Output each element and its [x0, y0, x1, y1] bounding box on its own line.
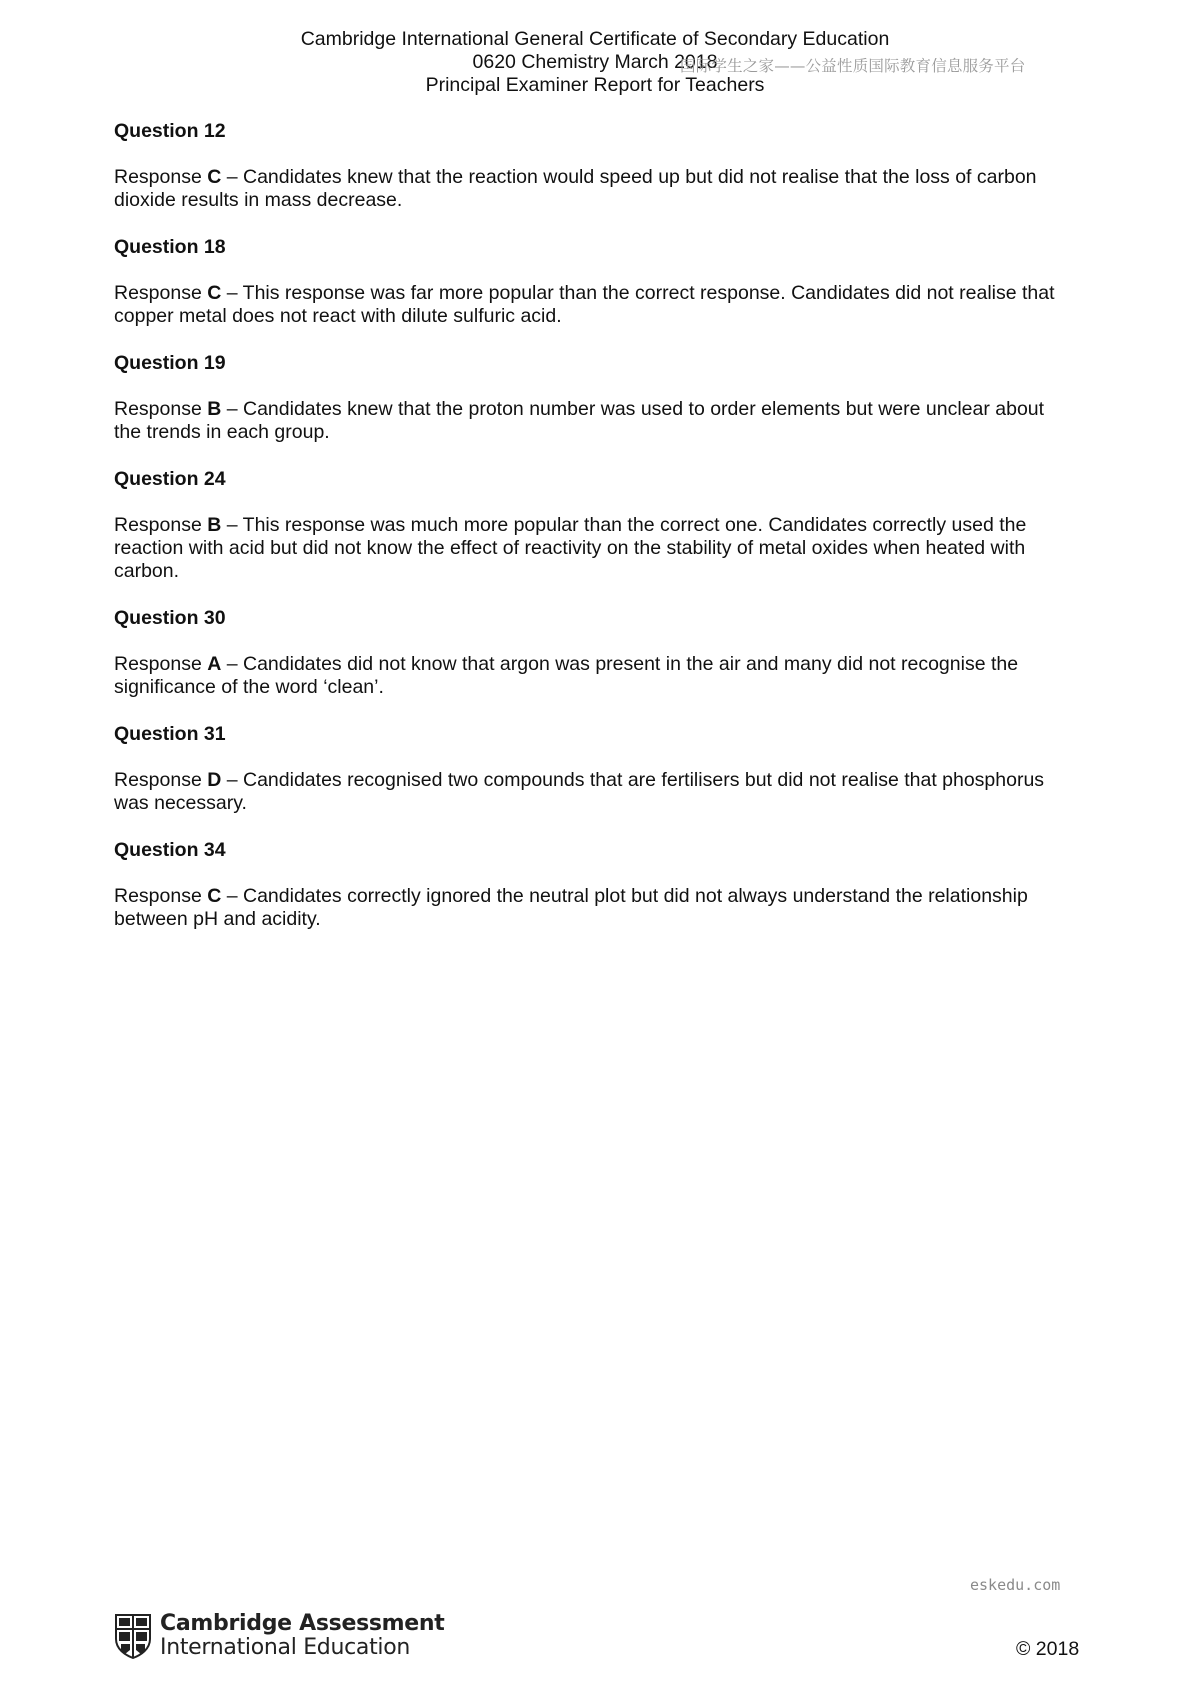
- response-text: – Candidates did not know that argon was present in the air and many did not recognise the significance of the word ‘clean’.: [114, 653, 1019, 698]
- response-letter: A: [207, 653, 222, 675]
- copyright: © 2018: [1016, 1638, 1080, 1660]
- question-response: [114, 166, 1074, 212]
- response-prefix: Response: [114, 514, 208, 536]
- response-prefix: Response: [114, 769, 208, 791]
- footer-watermark: eskedu.com: [970, 1576, 1061, 1594]
- overlay-watermark: 国际学生之家——公益性质国际教育信息服务平台: [680, 57, 1026, 75]
- cambridge-logo: [114, 1612, 444, 1660]
- response-prefix: Response: [114, 282, 208, 304]
- header-line-3: Principal Examiner Report for Teachers: [425, 74, 765, 96]
- question-response: [114, 398, 1074, 444]
- question-block: [114, 120, 1074, 212]
- logo-text: [160, 1612, 444, 1660]
- response-letter: C: [207, 166, 222, 188]
- response-text: – Candidates knew that the reaction would speed up but did not realise that the loss of carbon dioxide results in mass decrease.: [114, 166, 1037, 211]
- question-title: Question 12: [114, 120, 226, 142]
- question-block: [114, 468, 1074, 583]
- question-title: Question 19: [114, 352, 226, 374]
- question-response: [114, 769, 1074, 815]
- header-line-1: Cambridge International General Certificate of Secondary Education: [300, 28, 890, 50]
- response-letter: B: [207, 514, 222, 536]
- question-block: [114, 839, 1074, 931]
- response-text: – This response was much more popular than the correct one. Candidates correctly used the reaction with acid but did not know the effect of reactivity on the stability of metal oxides when heated with carbon.: [114, 514, 1027, 582]
- response-letter: D: [207, 769, 222, 791]
- question-title: Question 34: [114, 839, 226, 861]
- question-block: [114, 236, 1074, 328]
- logo-line-1: Cambridge Assessment: [160, 1611, 445, 1636]
- response-prefix: Response: [114, 166, 208, 188]
- crest-icon: [114, 1613, 152, 1659]
- question-response: [114, 653, 1074, 699]
- question-response: [114, 885, 1074, 931]
- response-prefix: Response: [114, 653, 208, 675]
- question-title: Question 30: [114, 607, 226, 629]
- question-title: Question 31: [114, 723, 226, 745]
- response-text: – Candidates correctly ignored the neutral plot but did not always understand the relationship between pH and acidity.: [114, 885, 1028, 930]
- response-letter: C: [207, 282, 222, 304]
- response-letter: B: [207, 398, 222, 420]
- question-block: [114, 607, 1074, 699]
- question-response: [114, 282, 1074, 328]
- question-block: [114, 723, 1074, 815]
- question-response: [114, 514, 1074, 583]
- response-text: – Candidates recognised two compounds that are fertilisers but did not realise that phosphorus was necessary.: [114, 769, 1045, 814]
- response-text: – This response was far more popular than the correct response. Candidates did not realise that copper metal does not react with dilute sulfuric acid.: [114, 282, 1055, 327]
- question-title: Question 18: [114, 236, 226, 258]
- response-prefix: Response: [114, 398, 208, 420]
- response-letter: C: [207, 885, 222, 907]
- response-text: – Candidates knew that the proton number was used to order elements but were unclear about the trends in each group.: [114, 398, 1045, 443]
- report-content: [114, 120, 1074, 955]
- question-block: [114, 352, 1074, 444]
- logo-line-2: International Education: [160, 1635, 411, 1660]
- header-line-2: 0620 Chemistry March 2018: [472, 51, 718, 73]
- response-prefix: Response: [114, 885, 208, 907]
- question-title: Question 24: [114, 468, 226, 490]
